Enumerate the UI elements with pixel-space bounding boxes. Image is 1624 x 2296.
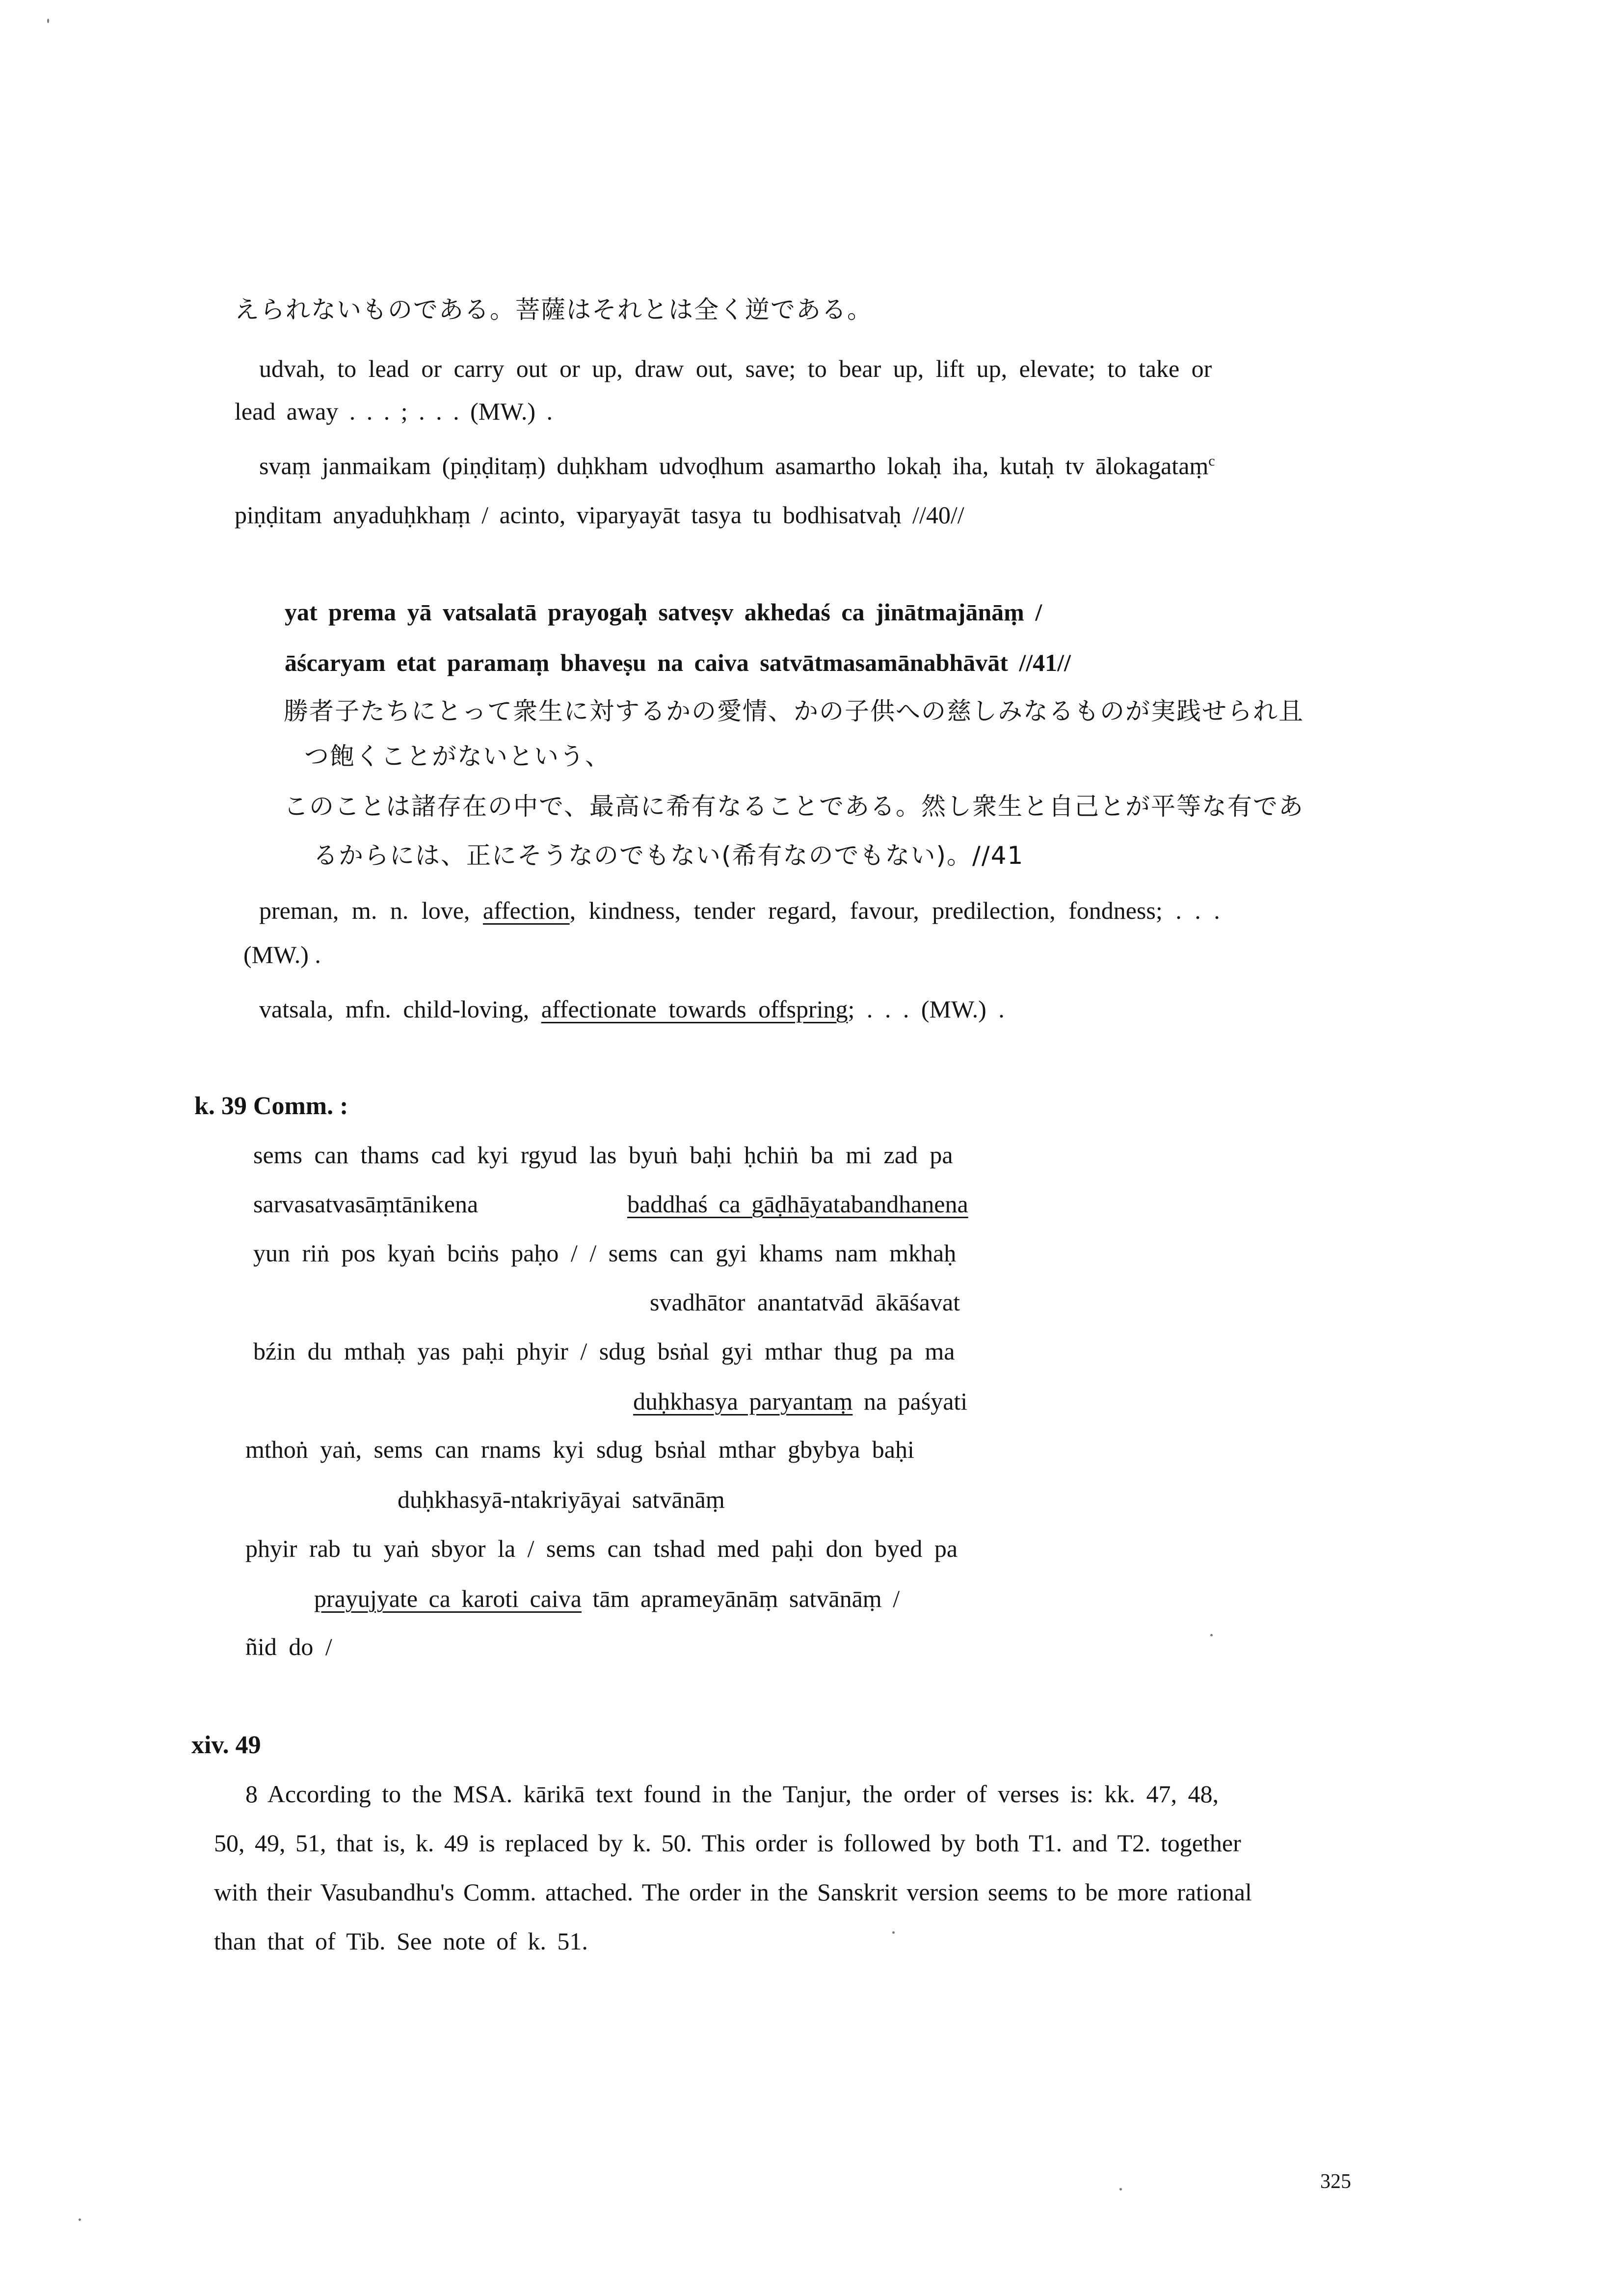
preman-text-a: preman, m. n. love, xyxy=(259,897,483,924)
preman-definition-line-1 xyxy=(259,898,1220,923)
vatsala-text-b: ; . . . (MW.) . xyxy=(848,995,1005,1023)
comm-sanskrit-underlined-3: duḥkhasya paryantaṃ xyxy=(633,1388,853,1415)
scan-speck xyxy=(1210,1634,1213,1636)
preman-definition-line-2: (MW.) . xyxy=(243,941,321,968)
note-line-4: than that of Tib. See note of k. 51. xyxy=(214,1927,588,1955)
k39-comm-heading: k. 39 Comm. : xyxy=(194,1092,348,1120)
note-line-1: 8 According to the MSA. kārikā text found in the Tanjur, the order of verses is: kk. 47, 48, xyxy=(245,1780,1219,1808)
comm-sanskrit-line-1b: baddhaś ca gāḍhāyatabandhanena xyxy=(627,1190,968,1218)
note-line-2: 50, 49, 51, that is, k. 49 is replaced by k. 50. This order is followed by both T1. and T2. together xyxy=(214,1829,1241,1857)
comm-sanskrit-text-5: tām aprameyānāṃ satvānāṃ / xyxy=(582,1585,900,1612)
udvah-definition-line-1: udvah, to lead or carry out or up, draw out, save; to bear up, lift up, elevate; to take or xyxy=(259,355,1212,382)
preman-underlined-word: affection xyxy=(482,897,570,924)
udvah-definition-line-2: lead away . . . ; . . . (MW.) . xyxy=(235,398,553,425)
japanese-intro-line: えられないものである。菩薩はそれとは全く逆である。 xyxy=(235,295,873,324)
verse-41-line-1: yat prema yā vatsalatā prayogaḥ satveṣv akhedaś ca jinātmajānāṃ / xyxy=(285,598,1042,626)
preman-text-b: , kindness, tender regard, favour, predilection, fondness; . . . xyxy=(569,897,1220,924)
comm-tibetan-line-1: sems can thams cad kyi rgyud las byuṅ baḥi ḥchiṅ ba mi zad pa xyxy=(253,1141,953,1169)
svam-sentence-line-2: piṇḍitam anyaduḥkhaṃ / acinto, viparyayāt tasya tu bodhisatvaḥ //40// xyxy=(235,501,964,529)
svam-sentence-text: svaṃ janmaikam (piṇḍitaṃ) duḥkham udvoḍhum asamartho lokaḥ iha, kutaḥ tv ālokagataṃ xyxy=(259,452,1209,480)
comm-sanskrit-line-2: svadhātor anantatvād ākāśavat xyxy=(650,1288,960,1316)
scan-speck xyxy=(1119,2188,1122,2190)
vatsala-definition-line xyxy=(259,997,1005,1021)
japanese-translation-line-4: るからには、正にそうなのでもない(希有なのでもない)。//41 xyxy=(313,841,1024,870)
comm-sanskrit-line-4: duḥkhasyā-ntakriyāyai satvānāṃ xyxy=(398,1486,725,1513)
scan-speck xyxy=(47,19,49,23)
scan-speck xyxy=(79,2218,81,2221)
note-line-3: with their Vasubandhu's Comm. attached. The order in the Sanskrit version seems to be more rational xyxy=(214,1878,1252,1906)
comm-tibetan-line-5: phyir rab tu yaṅ sbyor la / sems can tshad med paḥi don byed pa xyxy=(245,1535,958,1562)
vatsala-underlined-phrase: affectionate towards offspring xyxy=(541,995,848,1023)
comm-sanskrit-line-1a: sarvasatvasāṃtānikena xyxy=(253,1190,479,1218)
comm-sanskrit-line-3 xyxy=(633,1389,967,1414)
japanese-translation-line-3: このことは諸存在の中で、最高に希有なることである。然し衆生と自己とが平等な有であ xyxy=(284,792,1304,821)
footnote-marker: c xyxy=(1208,453,1215,469)
vatsala-text-a: vatsala, mfn. child-loving, xyxy=(259,995,541,1023)
comm-tibetan-line-2: yun riṅ pos kyaṅ bciṅs paḥo / / sems can gyi khams nam mkhaḥ xyxy=(253,1239,957,1267)
comm-tibetan-line-3: bźin du mthaḥ yas paḥi phyir / sdug bsṅal gyi mthar thug pa ma xyxy=(253,1337,955,1365)
page-number: 325 xyxy=(1320,2170,1351,2193)
japanese-translation-line-1: 勝者子たちにとって衆生に対するかの愛情、かの子供への慈しみなるものが実践せられ且 xyxy=(284,697,1304,725)
comm-sanskrit-line-5 xyxy=(314,1586,900,1611)
svam-sentence-line-1 xyxy=(259,454,1215,478)
comm-sanskrit-underlined-5: prayujyate ca karoti caiva xyxy=(314,1585,582,1612)
japanese-translation-line-2: つ飽くことがないという、 xyxy=(304,742,611,771)
scan-speck xyxy=(892,1931,895,1934)
verse-41-line-2: āścaryam etat paramaṃ bhaveṣu na caiva satvātmasamānabhāvāt //41// xyxy=(285,649,1071,676)
comm-sanskrit-text-3: na paśyati xyxy=(852,1388,968,1415)
comm-tibetan-line-4: mthoṅ yaṅ, sems can rnams kyi sdug bsṅal mthar gbybya baḥi xyxy=(245,1436,914,1463)
xiv-49-heading: xiv. 49 xyxy=(191,1731,261,1759)
comm-tibetan-line-6: ñid do / xyxy=(245,1633,332,1660)
